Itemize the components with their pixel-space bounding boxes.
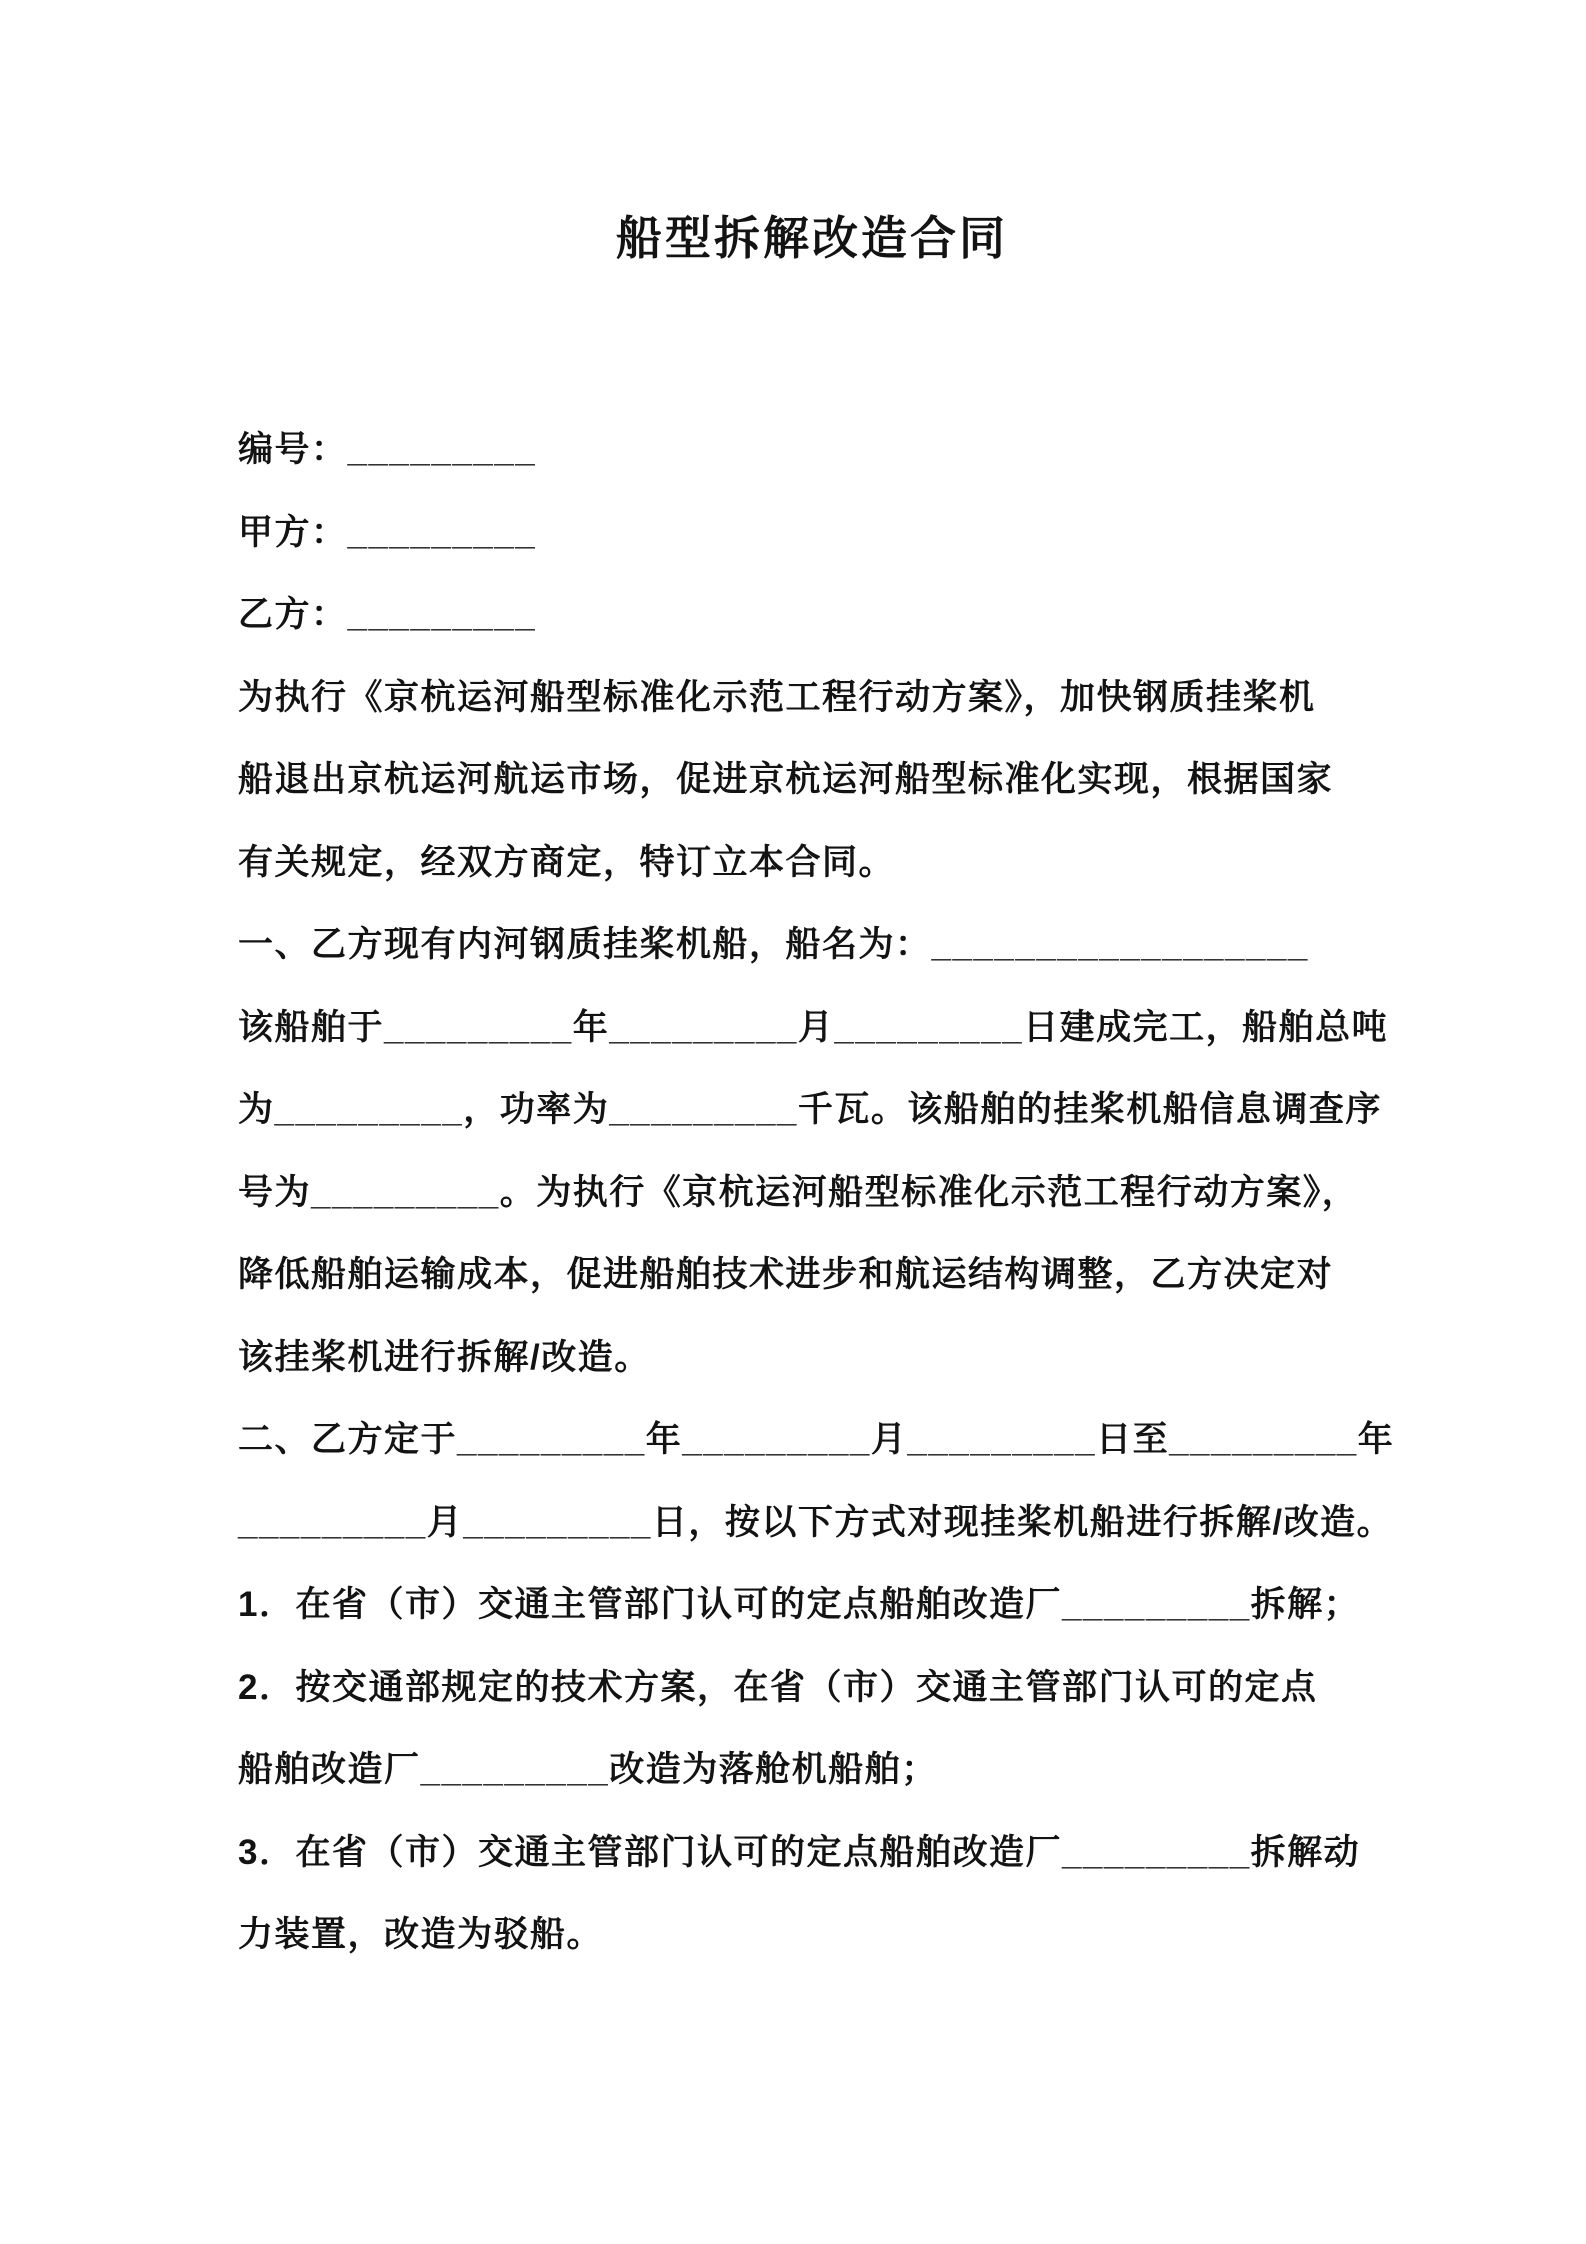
party-a-line: 甲方：_________ — [238, 512, 537, 552]
preamble-line-3: 有关规定，经双方商定，特订立本合同。 — [238, 842, 896, 882]
clause-2-line-1: 二、乙方定于_________年_________月_________日至_________年 — [238, 1420, 1395, 1459]
clause-2-item-3-line-2: 力装置，改造为驳船。 — [238, 1915, 604, 1954]
clause-1-line-4: 号为_________。为执行《京杭运河船型标准化示范工程行动方案》， — [238, 1172, 1359, 1212]
clause-2-item-2-line-1: 2．按交通部规定的技术方案，在省（市）交通主管部门认可的定点 — [238, 1667, 1318, 1707]
clause-1-line-5: 降低船舶运输成本，促进船舶技术进步和航运结构调整，乙方决定对 — [238, 1255, 1334, 1294]
clause-1-line-1: 一、乙方现有内河钢质挂桨机船，船名为：__________________ — [238, 925, 1309, 964]
clause-2-item-3-line-1: 3．在省（市）交通主管部门认可的定点船舶改造厂_________拆解动 — [238, 1832, 1361, 1872]
clause-1-line-6: 该挂桨机进行拆解/改造。 — [238, 1337, 651, 1377]
document-title: 船型拆解改造合同 — [616, 212, 1008, 264]
preamble-line-1: 为执行《京杭运河船型标准化示范工程行动方案》，加快钢质挂桨机 — [238, 677, 1316, 717]
preamble-line-2: 船退出京杭运河航运市场，促进京杭运河船型标准化实现，根据国家 — [238, 760, 1334, 799]
clause-2-item-2-line-2: 船舶改造厂_________改造为落舱机船舶； — [238, 1750, 938, 1789]
clause-1-line-2: 该船舶于_________年_________月_________日建成完工，船舶总吨 — [238, 1007, 1389, 1047]
contract-number-line: 编号：_________ — [238, 430, 537, 469]
clause-2-item-1: 1．在省（市）交通主管部门认可的定点船舶改造厂_________拆解； — [238, 1585, 1361, 1624]
clause-1-line-3: 为_________，功率为_________千瓦。该船舶的挂桨机船信息调查序 — [238, 1090, 1382, 1129]
document-body — [238, 409, 1395, 1977]
party-b-line: 乙方：_________ — [238, 595, 537, 634]
clause-2-line-2: _________月_________日，按以下方式对现挂桨机船进行拆解/改造。 — [238, 1502, 1394, 1542]
